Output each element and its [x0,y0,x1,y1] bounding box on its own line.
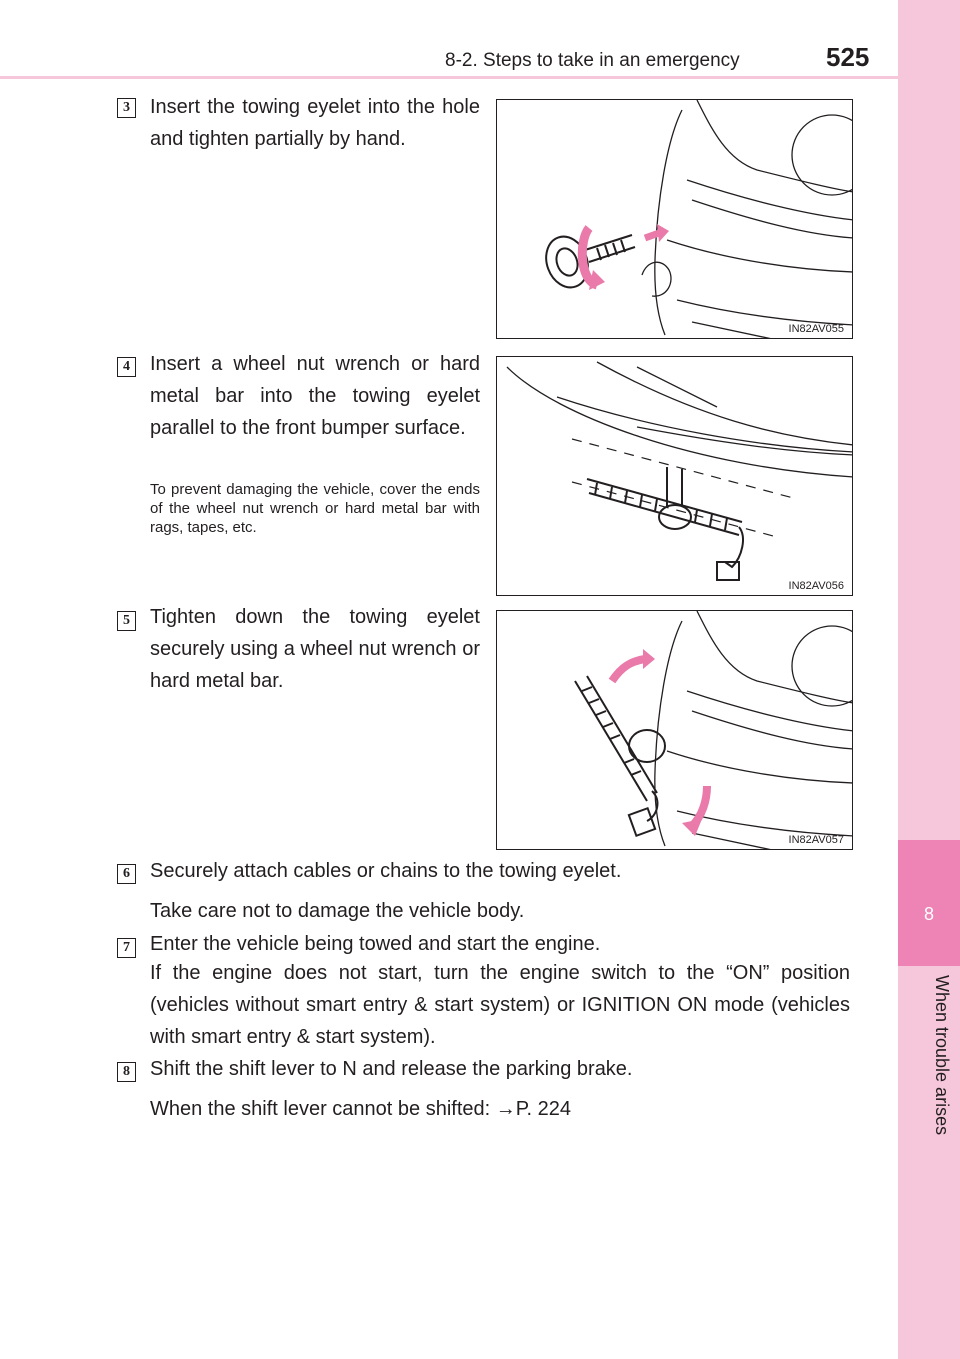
step-number-8: 8 [117,1062,136,1082]
figure-code: IN82AV056 [788,580,844,592]
figure-insert-wrench-drawing [497,357,853,596]
figure-insert-wrench [496,356,853,596]
step-6-sub: Take care not to damage the vehicle body. [150,900,525,922]
header-divider [0,76,898,79]
step-8-text: Shift the shift lever to N and release the parking brake. [150,1058,633,1080]
chapter-number: 8 [923,904,934,924]
step-6-text: Securely attach cables or chains to the towing eyelet. [150,860,622,882]
figure-code: IN82AV055 [788,323,844,335]
step-number-4: 4 [117,357,136,377]
step-7-sub: If the engine does not start, turn the engine switch to the “ON” position (vehicles without smart entry & start system) or IGNITION ON mode (vehicles with smart entry & start system). [150,962,850,1048]
step-number-3: 3 [117,98,136,118]
step-4-text: Insert a wheel nut wrench or hard metal bar into the towing eyelet parallel to the front bumper surface. [150,353,480,439]
figure-tighten-eyelet [496,610,853,850]
step-5-text: Tighten down the towing eyelet securely using a wheel nut wrench or hard metal bar. [150,606,480,692]
chapter-title: When trouble arises [932,975,952,1136]
figure-tighten-eyelet-drawing [497,611,853,850]
step-number-5: 5 [117,611,136,631]
step-4-note: To prevent damaging the vehicle, cover the ends of the wheel nut wrench or hard metal bar with rags, tapes, etc. [150,481,480,536]
figure-insert-eyelet-drawing [497,100,853,339]
page-number: 525 [826,42,870,72]
step-7-text: Enter the vehicle being towed and start the engine. [150,933,601,955]
step-number-6: 6 [117,864,136,884]
figure-insert-eyelet [496,99,853,339]
chapter-tab[interactable] [898,840,960,966]
step-number-7: 7 [117,938,136,958]
section-title: 8-2. Steps to take in an emergency [445,50,740,71]
step-3-text: Insert the towing eyelet into the hole and tighten partially by hand. [150,96,480,150]
figure-code: IN82AV057 [788,834,844,846]
step-8-sub: When the shift lever cannot be shifted: →P. 224 [150,1098,571,1120]
